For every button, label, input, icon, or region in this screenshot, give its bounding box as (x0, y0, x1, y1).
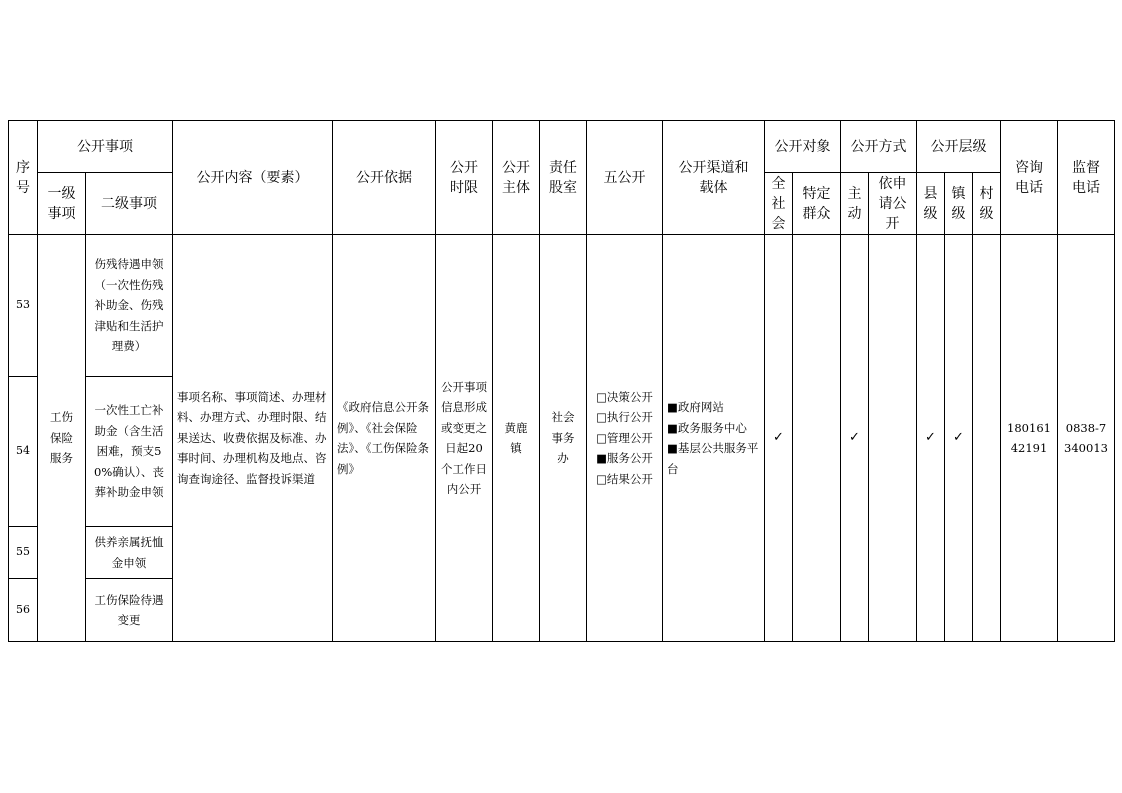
header-method-apply (869, 173, 917, 235)
header-method-active (841, 173, 869, 235)
five-public-cell (587, 235, 663, 642)
header-time-limit-text: 公开时限 (450, 159, 478, 196)
time-limit-cell (436, 235, 493, 642)
consult-phone-cell (1001, 235, 1058, 642)
content-cell: 事项名称、事项简述、办理材料、办理方式、办理时限、结果送达、收费依据及标准、办事时间、办理机构及地点、咨询查询途径、监督投诉渠道 (173, 235, 333, 642)
level1-cell (38, 235, 86, 642)
header-target: 公开对象 (765, 121, 841, 173)
level1-text: 工伤保险服务 (50, 410, 73, 466)
header-target-specific (793, 173, 841, 235)
channel-website: ■政府网站 (667, 400, 724, 414)
check-target-all: ✓ (765, 235, 793, 642)
header-level-village-text: 村级 (979, 185, 994, 222)
header-supervise-phone (1058, 121, 1115, 235)
header-supervise-phone-text: 监督电话 (1072, 159, 1100, 196)
time-limit-text: 公开事项信息形成或变更之日起20个工作日内公开 (441, 379, 487, 496)
header-dept (540, 121, 587, 235)
dept-text: 社会事务办 (551, 410, 575, 466)
row-seq: 54 (9, 377, 38, 527)
channel-service-center: ■政务服务中心 (667, 420, 747, 435)
header-level-county-text: 县级 (923, 185, 938, 222)
header-subject-text: 公开主体 (502, 159, 530, 196)
header-basis: 公开依据 (333, 121, 436, 235)
header-method: 公开方式 (841, 121, 917, 173)
five-public-service: ■服务公开 (596, 451, 653, 466)
row-seq: 55 (9, 527, 38, 579)
five-public-management: □管理公开 (596, 430, 653, 445)
header-channel-text: 公开渠道和载体 (678, 159, 749, 196)
channel-platform: ■基层公共服务平台 (667, 441, 759, 476)
five-public-decision: □决策公开 (596, 389, 653, 404)
check-method-active: ✓ (841, 235, 869, 642)
header-seq (9, 121, 38, 235)
five-public-result: □结果公开 (596, 471, 653, 486)
header-dept-text: 责任股室 (549, 159, 577, 196)
disclosure-table (8, 120, 1115, 642)
header-level-town (945, 173, 973, 235)
channel-cell (663, 235, 765, 642)
header-time-limit (436, 121, 493, 235)
header-level1 (38, 173, 86, 235)
check-level-county: ✓ (917, 235, 945, 642)
header-channel (663, 121, 765, 235)
supervise-phone-cell (1058, 235, 1115, 642)
header-method-active-text: 主动 (847, 185, 862, 222)
header-level2: 二级事项 (86, 173, 173, 235)
header-level1-text: 一级事项 (47, 185, 76, 222)
header-items: 公开事项 (38, 121, 173, 173)
dept-cell (540, 235, 587, 642)
header-method-apply-text: 依申请公开 (878, 175, 907, 232)
subject-text: 黄鹿镇 (504, 420, 528, 455)
subject-cell (493, 235, 540, 642)
header-five-public: 五公开 (587, 121, 663, 235)
header-level-village (973, 173, 1001, 235)
basis-cell: 《政府信息公开条例》、《社会保险法》、《工伤保险条例》 (333, 235, 436, 642)
header-level-county (917, 173, 945, 235)
header-consult-phone (1001, 121, 1058, 235)
level2-cell: 一次性工亡补助金（含生活困难，预支50%确认）、丧葬补助金申领 (86, 377, 173, 527)
header-content: 公开内容（要素） (173, 121, 333, 235)
header-seq-text: 序号 (16, 159, 30, 196)
supervise-phone-text: 0838-7340013 (1064, 420, 1108, 455)
level2-cell: 供养亲属抚恤金申领 (86, 527, 173, 579)
consult-phone-text: 18016142191 (1007, 420, 1051, 455)
row-seq: 56 (9, 579, 38, 642)
method-apply-cell (869, 235, 917, 642)
header-target-all-text: 全社会 (771, 175, 786, 232)
level-village-cell (973, 235, 1001, 642)
five-public-execution: □执行公开 (596, 410, 653, 425)
header-target-all (765, 173, 793, 235)
level2-cell: 伤残待遇申领（一次性伤残补助金、伤残津贴和生活护理费） (86, 235, 173, 377)
row-seq: 53 (9, 235, 38, 377)
header-consult-phone-text: 咨询电话 (1015, 159, 1043, 196)
header-level: 公开层级 (917, 121, 1001, 173)
header-level-town-text: 镇级 (951, 185, 966, 222)
check-level-town: ✓ (945, 235, 973, 642)
target-specific-cell (793, 235, 841, 642)
header-subject (493, 121, 540, 235)
level2-cell: 工伤保险待遇变更 (86, 579, 173, 642)
table-row (9, 235, 1115, 377)
header-target-specific-text: 特定群众 (802, 185, 831, 222)
